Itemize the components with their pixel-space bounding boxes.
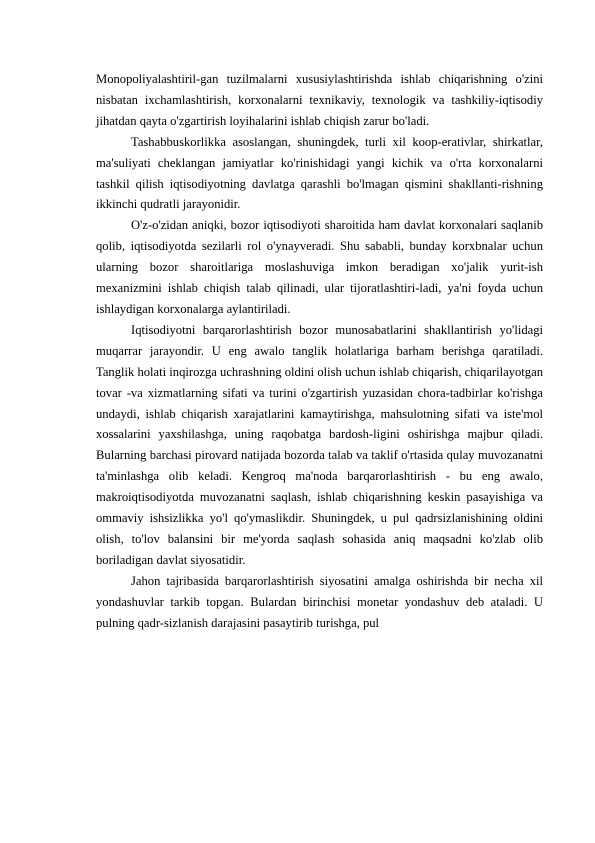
document-page — [96, 69, 543, 633]
paragraph-world-experience: Jahon tajribasida barqarorlashtirish siyosatini amalga oshirishda bir necha xil yondashuvlar tarkib topgan. Bulardan birinchisi monetar yondashuv deb ataladi. U pulning qadr-sizlanish darajasini pasaytirib turishga, pul — [96, 573, 543, 630]
paragraph-privatization-restructuring: Monopoliyalashtiril-gan tuzilmalarni xususiylashtirishda ishlab chiqarishning o'zini nisbatan ixchamlashtirish, korxonalarni texnikaviy, texnologik va tashkiliy-iqtisodiy jihatdan qayta o'zgartirish loyihalarini ishlab chiqish zarur bo'ladi. — [96, 72, 543, 128]
paragraph-small-medium-enterprises: Tashabbuskorlikka asoslangan, shuningdek, turli xil koop-erativlar, shirkatlar, ma'suliyati cheklangan jamiyatlar ko'rinishidagi yangi kichik va o'rta korxonalarni tashkil qilish iqtisodiyotning davlatga qarashli bo'lmagan qismini shakllanti-rishning ikkinchi qudratli jarayonidir. — [96, 134, 543, 212]
paragraph-state-enterprises: O'z-o'zidan aniqki, bozor iqtisodiyoti sharoitida ham davlat korxonalari saqlanib qolib, iqtisodiyotda sezilarli rol o'ynayveradi. Shu sababli, bunday korxbnalar uchun ularning bozor sharoitlariga moslashuviga imkon beradigan xo'jalik yurit-ish mexanizmini ishlab chiqish talab qilinadi, ular tijoratlashtiri-ladi, ya'ni foyda uchun ishlaydigan korxonalarga aylantiriladi. — [96, 218, 543, 316]
paragraph-economic-stabilization: Iqtisodiyotni barqarorlashtirish bozor munosabatlarini shakllantirish yo'lidagi muqarrar jarayondir. U eng awalo tanglik holatlariga barham berishga qaratiladi. Tanglik holati inqirozga uchrashning oldini olish uchun ishlab chiqarish, chiqarilayotgan tovar -va xizmatlarning sifati va turini o'zgartirish yuzasidan chora-tadbirlar ko'rishga undaydi, ishlab chiqarish xarajatlarini kamaytirishga, mahsulotning sifati va iste'mol xossalarini yaxshilashga, uning raqobatga bardosh-ligini oshirishga majbur qiladi. Bularning barchasi pirovard natijada bozorda talab va taklif o'rtasida qulay muvozanatni ta'minlashga olib keladi. Kengroq ma'noda barqarorlashtirish - bu eng awalo, makroiqtisodiyotda muvozanatni saqlash, ishlab chiqarishning keskin pasayishiga va ommaviy ishsizlikka yo'l qo'ymaslikdir. Shuningdek, u pul qadrsizlanishining oldini olish, to'lov balansini bir me'yorda saqlash sohasida aniq maqsadni ko'zlab olib boriladigan davlat siyosatidir. — [96, 322, 543, 567]
